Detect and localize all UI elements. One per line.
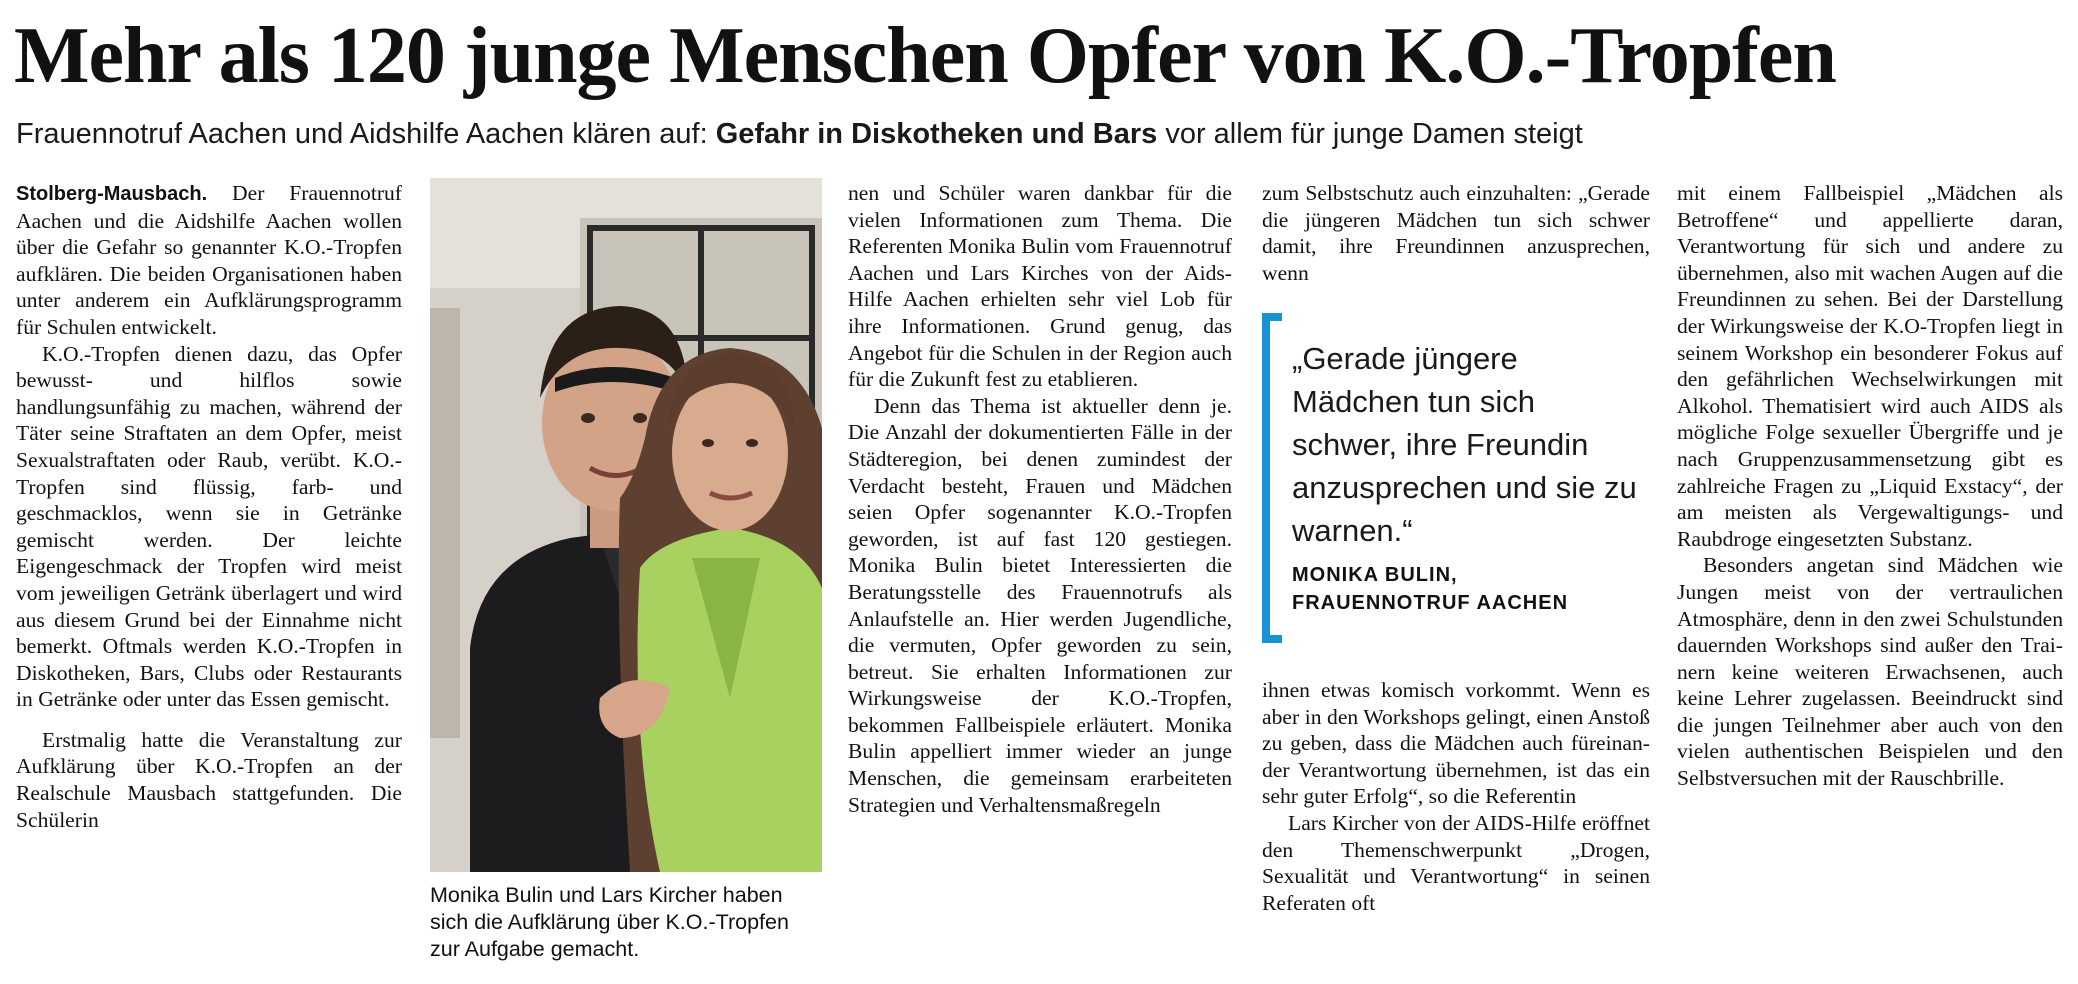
- paragraph: nen und Schüler waren dankbar für die vielen Informationen zum Thema. Die Referenten Monika Bulin vom Frauennotruf Aachen und Lars Kirches von der Aids-Hilfe Aachen erhielten sehr viel Lob für ihre Informationen. Grund genug, das Angebot für die Schulen in der Region auch für die Zukunft fest zu etablieren.: [848, 181, 1232, 392]
- article-column-5: [1677, 180, 2063, 792]
- quote-author-org: FRAUENNOTRUF AACHEN: [1292, 592, 1569, 614]
- subhead-emphasis: Gefahr in Diskotheken und Bars: [715, 118, 1158, 150]
- paragraph: Erstmalig hatte die Veranstaltung zur Aufklärung über K.O.-Tropfen an der Realschule Mausbach stattgefunden. Die Schülerin: [16, 727, 402, 832]
- article-column-4-continued: [1262, 677, 1650, 916]
- paragraph: ihnen etwas komisch vorkommt. Wenn es aber in den Workshops gelingt, einen Anstoß zu geben, dass die Mädchen auch füreinander Verantwortung übernehmen, ist das ein sehr guter Erfolg“, so die Referentin: [1262, 678, 1650, 809]
- paragraph: Denn das Thema ist aktueller denn je. Die Anzahl der dokumentierten Fälle in der Städteregion, bei denen zumindest der Verdacht besteht, Frauen und Mädchen seien Opfer sogenannter K.O.-Tropfen geworden, ist auf fast 120 gestiegen. Monika Bulin bietet Interessierten die Beratungsstelle des Frauennotrufs als Anlaufstelle an. Hier werden Jugendliche, die vermuten, Opfer geworden zu sein, betreut. Sie erhalten Informationen zur Wirkungsweise der K.O.-Tropfen, bekommen Fallbeispiele erläutert. Monika Bulin appelliert immer wieder an junge Menschen, die gemeinsam erarbeiteten Strategien und Verhaltensmaßregeln: [848, 393, 1232, 817]
- pull-quote-text: „Gerade jüngere Mädchen tun sich schwer, ihre Freundin anzusprechen und sie zu warnen.“: [1292, 341, 1637, 548]
- quote-author-name: MONIKA BULIN,: [1292, 564, 1458, 586]
- paragraph: Besonders angetan sind Mädchen wie Jungen meist von der vertraulichen Atmosphäre, denn in den zwei Schulstunden dauernden Workshops sind außer den Trainern keine weiteren Erwachsenen, auch keine Lehrer zugelassen. Beeindruckt sind die jungen Teilnehmer aber auch von den vielen authentischen Beispielen und den Selbstversuchen mit der Rauschbrille.: [1677, 553, 2063, 791]
- dateline: Stolberg-Mausbach.: [16, 183, 208, 205]
- article-column-3: [848, 180, 1232, 818]
- quote-accent-bar: [1262, 313, 1270, 643]
- quote-accent-cap: [1262, 635, 1282, 643]
- paragraph: Lars Kircher von der AIDS-Hilfe eröffnet den Themenschwerpunkt „Drogen, Sexualität und Verantwortung“ in seinen Referaten oft: [1262, 810, 1650, 915]
- article-column-1: [16, 180, 402, 833]
- paragraph: mit einem Fallbeispiel „Mädchen als Betroffene“ und appellierte daran, Verantwortung für sich und andere zu übernehmen, also mit wachen Augen auf die Freundinnen zu sehen. Bei der Darstellung der Wirkungsweise der K.O-Tropfen liegt in seinem Workshop ein besonderer Fokus auf den gefährlichen Wechselwirkungen mit Alkohol. Thematisiert wird auch AIDS als mögliche Folge sexueller Übergriffe und je nach Gruppenzusammensetzung gibt es zahlreiche Fragen zu „Liquid Exstacy“, der am meisten als Vergewaltigungs- und Raubdroge eingesetzten Substanz.: [1677, 181, 2063, 551]
- quote-accent-cap: [1262, 313, 1282, 321]
- headline: Mehr als 120 junge Menschen Opfer von K.O.-Tropfen: [14, 12, 1836, 100]
- article-column-4: [1262, 180, 1650, 286]
- paragraph: K.O.-Tropfen dienen dazu, das Opfer bewusst- und hilflos sowie handlungsunfähig zu machen, während der Täter seine Straftaten an dem Opfer, meist Sexualstraftaten oder Raub, verübt. K.O.-Tropfen sind flüssig, farb- und geschmacklos, wenn sie in Getränke gemischt werden. Der leichte Eigengeschmack der Tropfen wird meist vom jeweiligen Getränk überlagert und wird aus diesem Grund bei der Einnahme nicht bemerkt. Oftmals werden K.O.-Tropfen in Diskotheken, Bars, Clubs oder Restaurants in Getränke oder unter das Essen gemischt.: [16, 341, 402, 712]
- photo-caption: Monika Bulin und Lars Kircher haben sich die Aufklärung über K.O.-Tropfen zur Aufgabe gemacht.: [430, 883, 789, 961]
- paragraph-intro-text: Der Frauennotruf Aachen und die Aidshilfe Aachen wollen über die Gefahr so genannter K.O.-Tropfen aufklären. Die beiden Organisationen haben unter anderem ein Aufklärungsprogramm für Schulen entwickelt.: [16, 181, 402, 339]
- subheadline: [16, 114, 2066, 154]
- subhead-intro: Frauennotruf Aachen und Aidshilfe Aachen klären auf:: [16, 118, 716, 150]
- pull-quote: [1262, 313, 1654, 643]
- paragraph: zum Selbstschutz auch einzuhalten: „Gerade die jüngeren Mädchen tun sich schwer damit, ihre Freundinnen anzusprechen, wenn: [1262, 181, 1650, 285]
- paragraph-intro: [16, 180, 402, 341]
- subhead-tail: vor allem für junge Damen steigt: [1157, 118, 1583, 150]
- pull-quote-author: [1292, 561, 1642, 617]
- article-photo: [430, 178, 822, 872]
